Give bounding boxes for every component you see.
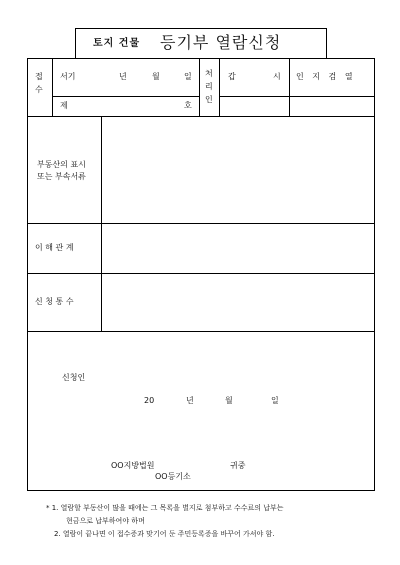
gap-label: 갑: [228, 72, 236, 81]
note-line-2: 현금으로 납부하여야 하며: [66, 517, 145, 525]
property-bottom-line: [27, 223, 375, 224]
receipt-label-1: 접: [35, 72, 43, 81]
date-day: 일: [271, 396, 279, 405]
page-title: 등기부 열람신청: [160, 33, 282, 52]
registry-name: OO등기소: [155, 472, 191, 481]
header-row-divider-right: [219, 96, 375, 97]
property-col-divider: [101, 116, 102, 224]
interest-bottom-line: [27, 273, 375, 274]
number-label: 제: [60, 101, 68, 110]
date-year: 년: [186, 396, 194, 405]
number-suffix: 호: [184, 101, 192, 110]
interest-label: 이 해 관 계: [35, 243, 74, 252]
header-bottom-line: [27, 116, 375, 117]
note-line-1: * 1. 열람할 부동산이 많을 때에는 그 목록을 별지로 첨부하고 수수료의 납부는: [46, 504, 284, 512]
title-small: 토지 건물: [93, 38, 141, 49]
header-row-divider: [52, 96, 199, 97]
col-divider: [52, 58, 53, 116]
received-label: 서기: [60, 72, 76, 81]
year-label: 년: [119, 72, 127, 81]
count-col-divider: [101, 273, 102, 331]
processing-label-1: 처: [205, 69, 213, 78]
month-label: 월: [152, 72, 160, 81]
stamp-label: 인 지 검 열: [296, 72, 356, 81]
request-form: [27, 58, 375, 491]
date-month: 월: [225, 396, 233, 405]
col-divider: [219, 58, 220, 116]
day-label: 일: [184, 72, 192, 81]
property-label-line1: 부동산의 표시: [37, 160, 86, 169]
processing-label-2: 리: [205, 82, 213, 91]
applicant-label: 신청인: [62, 373, 86, 382]
court-name: OO지방법원: [111, 461, 155, 470]
note-line-3: 2. 열람이 끝나면 이 접수증과 맞기어 둔 주민등록증을 바꾸어 가셔야 함.: [54, 530, 275, 538]
count-label: 신 청 통 수: [35, 297, 74, 306]
receipt-label-2: 수: [35, 85, 43, 94]
col-divider: [289, 58, 290, 116]
count-bottom-line: [27, 331, 375, 332]
property-label-line2: 또는 부속서류: [37, 172, 86, 181]
addressee: 귀중: [230, 461, 246, 470]
si-label: 시: [273, 72, 281, 81]
interest-col-divider: [101, 223, 102, 273]
date-year-prefix: 20: [144, 396, 155, 405]
col-divider: [199, 58, 200, 116]
processing-label-3: 인: [205, 95, 213, 104]
